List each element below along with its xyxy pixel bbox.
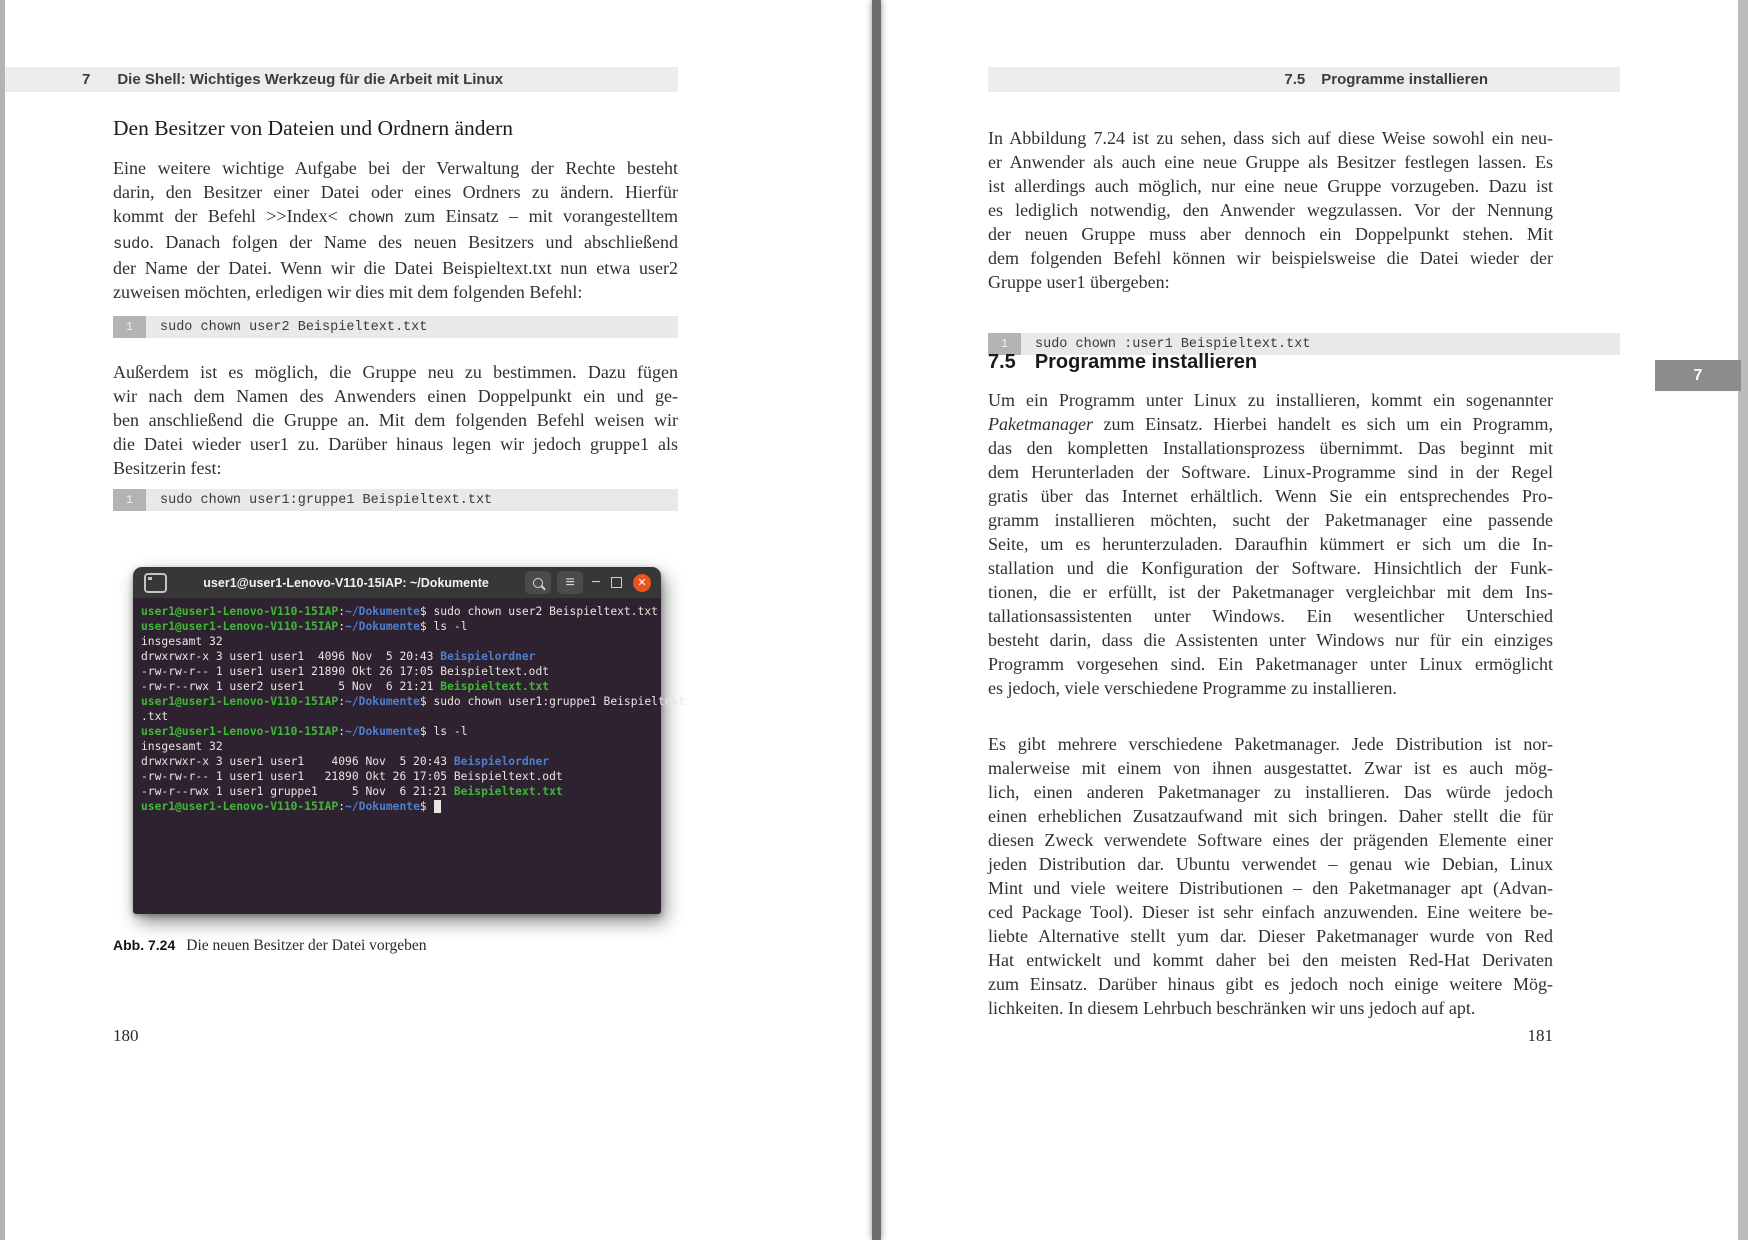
text-line: insgesamt 32 bbox=[141, 635, 223, 648]
running-head-section-title: Programme installieren bbox=[1321, 71, 1488, 88]
text-line: Um ein Programm unter Linux zu installieren, kommt ein sogenannter bbox=[988, 390, 1553, 410]
text-line: lichkeiten. In diesem Lehrbuch beschränken wir uns jedoch auf apt. bbox=[988, 998, 1476, 1018]
text-line: zum Einsatz. Darüber hinaus gibt es jedoch noch einige weitere Mög- bbox=[988, 974, 1553, 994]
text-line: user1@user1-Lenovo-V110-15IAP:~/Dokumente$ sudo chown user2 Beispieltext.txt bbox=[141, 605, 658, 618]
terminal-output bbox=[133, 598, 686, 914]
subsection-heading: Den Besitzer von Dateien und Ordnern ändern bbox=[113, 116, 513, 140]
text-line: Paketmanager zum Einsatz. Hierbei handelt es sich um ein Programm, bbox=[988, 414, 1553, 434]
text-line: drwxrwxr-x 3 user1 user1 4096 Nov 5 20:43 Beispielordner bbox=[141, 650, 536, 663]
search-icon bbox=[533, 578, 543, 588]
paragraph bbox=[988, 732, 1553, 1020]
code-listing bbox=[113, 489, 678, 511]
page-edge-right bbox=[1738, 0, 1748, 1240]
text-line: es jedoch, viele verschiedene Programme zu installieren. bbox=[988, 678, 1397, 698]
text-line: -rw-r--rwx 1 user1 gruppe1 5 Nov 6 21:21 Beispieltext.txt bbox=[141, 785, 563, 798]
terminal-window-figure bbox=[133, 567, 686, 914]
text-line: malerweise mit einem von ihnen ausgestattet. Zwar ist es auch mög- bbox=[988, 758, 1553, 778]
text-line: stallation und die Konfiguration der Software. Hinsichtlich der Funk- bbox=[988, 558, 1553, 578]
hamburger-menu-icon: ≡ bbox=[565, 573, 575, 591]
code-listing bbox=[113, 316, 678, 338]
text-line: tionen, die er erfüllt, ist der Paketmanager vergleichbar mit dem Ins- bbox=[988, 582, 1553, 602]
text-line: ist allerdings auch möglich, nur eine neue Gruppe vorzugeben. Dazu ist bbox=[988, 176, 1553, 196]
code-text: sudo chown user2 Beispieltext.txt bbox=[160, 319, 428, 335]
text-line: Gruppe user1 übergeben: bbox=[988, 272, 1170, 292]
text-line: dem Herunterladen der Software. Linux-Programme sind in der Regel bbox=[988, 462, 1553, 482]
text-line: In Abbildung 7.24 ist zu sehen, dass sich auf diese Weise sowohl ein neu- bbox=[988, 128, 1553, 148]
text-line: -rw-rw-r-- 1 user1 user1 21890 Okt 26 17:05 Beispieltext.odt bbox=[141, 770, 563, 783]
text-line: das den kompletten Installationsprozess übernimmt. Das beginnt mit bbox=[988, 438, 1553, 458]
section-heading-title: Programme installieren bbox=[1034, 351, 1258, 373]
text-line: besteht darin, dass die Assistenten unter Windows nur für ein einziges bbox=[988, 630, 1553, 650]
close-button bbox=[633, 574, 651, 592]
text-line: Programm vorgesehen sind. Ein Paketmanager unter Linux ermöglicht bbox=[988, 654, 1553, 674]
chapter-thumb-tab: 7 bbox=[1655, 360, 1741, 391]
text-line: .txt bbox=[141, 710, 169, 723]
text-line: die Datei wieder user1 zu. Darüber hinaus legen wir jedoch gruppe1 als bbox=[113, 434, 678, 454]
text-line: -rw-rw-r-- 1 user1 user1 21890 Okt 26 17:05 Beispieltext.odt bbox=[141, 665, 550, 678]
text-line: Besitzerin fest: bbox=[113, 458, 222, 478]
text-line: insgesamt 32 bbox=[141, 740, 223, 753]
text-line: user1@user1-Lenovo-V110-15IAP:~/Dokumente$ bbox=[141, 799, 661, 814]
text-line: lich, einen anderen Paketmanager zu installieren. Das würde jedoch bbox=[988, 782, 1553, 802]
text-line: Außerdem ist es möglich, die Gruppe neu zu bestimmen. Dazu fügen bbox=[113, 362, 678, 382]
text-line: gratis über das Internet erhältlich. Wenn Sie ein entsprechendes Pro- bbox=[988, 486, 1553, 506]
maximize-icon bbox=[611, 577, 622, 588]
text-line: einen erheblichen Zusatzaufwand mit sich bringen. Daher stellt die für bbox=[988, 806, 1553, 826]
text-line: ben anschließend die Gruppe an. Mit dem folgenden Befehl weisen wir bbox=[113, 410, 678, 430]
text-line: user1@user1-Lenovo-V110-15IAP:~/Dokumente$ sudo chown user1:gruppe1 Beispieltext bbox=[141, 695, 686, 708]
search-button bbox=[525, 571, 551, 594]
text-line: user1@user1-Lenovo-V110-15IAP:~/Dokumente$ ls -l bbox=[141, 725, 468, 738]
section-heading bbox=[988, 351, 1257, 374]
running-head-chapter-number: 7 bbox=[82, 71, 91, 88]
text-line: Eine weitere wichtige Aufgabe bei der Verwaltung der Rechte besteht bbox=[113, 158, 678, 178]
terminal-title: user1@user1-Lenovo-V110-15IAP: ~/Dokumente bbox=[203, 575, 489, 590]
text-line: wir nach dem Namen des Anwenders einen Doppelpunkt ein und ge- bbox=[113, 386, 678, 406]
text-line: jeden Distribution dar. Ubuntu verwendet – genau wie Debian, Linux bbox=[988, 854, 1553, 874]
page-edge-left bbox=[0, 0, 5, 1240]
text-line: es lediglich notwendig, den Anwender wegzulassen. Vor der Nennung bbox=[988, 200, 1553, 220]
running-head-right bbox=[988, 67, 1620, 92]
running-head-section-number: 7.5 bbox=[1284, 71, 1306, 88]
terminal-titlebar bbox=[133, 567, 661, 598]
code-line-number: 1 bbox=[988, 333, 1021, 355]
figure-caption bbox=[113, 937, 427, 955]
code-line-number: 1 bbox=[113, 489, 146, 511]
code-line-number: 1 bbox=[113, 316, 146, 338]
paragraph bbox=[113, 360, 678, 480]
text-line: darin, den Besitzer einer Datei oder eines Ordners zu ändern. Hierfür bbox=[113, 182, 678, 202]
paragraph bbox=[988, 388, 1553, 700]
text-line: Hat entwickelt und kommt daher bei den meisten Red-Hat Derivaten bbox=[988, 950, 1553, 970]
text-line: sudo. Danach folgen der Name des neuen Besitzers und abschließend bbox=[113, 232, 678, 253]
paragraph bbox=[113, 156, 678, 304]
section-heading-number: 7.5 bbox=[988, 351, 1016, 373]
text-line: der neuen Gruppe muss aber dennoch ein Doppelpunkt stehen. Mit bbox=[988, 224, 1553, 244]
text-line: der Name der Datei. Wenn wir die Datei Beispieltext.txt nun etwa user2 bbox=[113, 258, 678, 278]
text-line: er Anwender als auch eine neue Gruppe als Besitzer festlegen lassen. Es bbox=[988, 152, 1553, 172]
running-head-chapter-title: Die Shell: Wichtiges Werkzeug für die Arbeit mit Linux bbox=[117, 71, 504, 88]
text-line: user1@user1-Lenovo-V110-15IAP:~/Dokumente$ ls -l bbox=[141, 620, 468, 633]
minimize-icon: ─ bbox=[592, 575, 600, 590]
page-gutter-divider bbox=[872, 0, 881, 1240]
text-line: gramm installieren möchten, sucht der Paketmanager eine passende bbox=[988, 510, 1553, 530]
text-line: -rw-r--rwx 1 user2 user1 5 Nov 6 21:21 Beispieltext.txt bbox=[141, 680, 550, 693]
text-line: ced Package Tool). Dieser ist sehr einfach anzuwenden. Eine weitere be- bbox=[988, 902, 1553, 922]
text-line: dem folgenden Befehl können wir beispielsweise die Datei wieder der bbox=[988, 248, 1553, 268]
text-line: drwxrwxr-x 3 user1 user1 4096 Nov 5 20:43 Beispielordner bbox=[141, 755, 550, 768]
terminal-app-icon bbox=[144, 573, 167, 593]
text-line: Seite, um es herunterzuladen. Daraufhin kümmert er sich um die In- bbox=[988, 534, 1553, 554]
text-line: tallationsassistenten unter Windows. Ein wesentlicher Unterschied bbox=[988, 606, 1553, 626]
text-line: diesen Zweck verwendete Software eines der prägenden Elemente einer bbox=[988, 830, 1553, 850]
text-line: Mint und viele weitere Distributionen – den Paketmanager apt (Advan- bbox=[988, 878, 1553, 898]
text-line: Es gibt mehrere verschiedene Paketmanager. Jede Distribution ist nor- bbox=[988, 734, 1553, 754]
text-line: kommt der Befehl >>Index< chown zum Einsatz – mit vorangestelltem bbox=[113, 206, 679, 227]
close-icon: ✕ bbox=[637, 576, 647, 589]
text-line: liebte Alternative stellt yum dar. Dieser Paketmanager wurde von Red bbox=[988, 926, 1553, 946]
running-head-left bbox=[5, 67, 678, 92]
code-text: sudo chown :user1 Beispieltext.txt bbox=[1035, 336, 1311, 352]
figure-caption-label: Abb. 7.24 bbox=[113, 937, 176, 953]
figure-caption-text: Die neuen Besitzer der Datei vorgeben bbox=[186, 937, 427, 954]
text-line: zuweisen möchten, erledigen wir dies mit dem folgenden Befehl: bbox=[113, 282, 583, 302]
menu-button bbox=[557, 571, 583, 594]
page-number-right: 181 bbox=[1527, 1026, 1553, 1045]
page-number-left: 180 bbox=[113, 1026, 139, 1045]
paragraph bbox=[988, 126, 1553, 294]
code-text: sudo chown user1:gruppe1 Beispieltext.txt bbox=[160, 492, 493, 508]
